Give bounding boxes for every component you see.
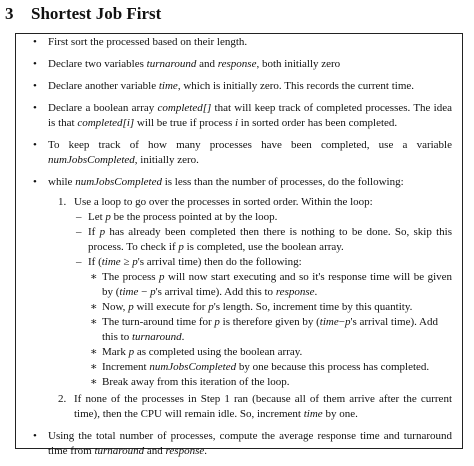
variable-name: time: [158, 80, 178, 92]
star-mark: ∗: [90, 346, 98, 358]
step-number: 1.: [58, 196, 67, 208]
star-mark: ∗: [90, 271, 98, 283]
item-text: First sort the processed based on their length.: [48, 36, 248, 48]
variable-name: p: [159, 271, 165, 283]
dash-item: [74, 210, 452, 225]
item-text: by one because this process has completed.: [236, 361, 430, 373]
bullet-mark: •: [33, 36, 37, 48]
star-item: [88, 315, 452, 345]
star-item: [88, 345, 452, 360]
variable-name: p: [128, 346, 135, 358]
item-text: .: [314, 286, 318, 298]
step-item: [48, 392, 452, 422]
item-text: , both initially zero: [256, 58, 341, 70]
item-text: , which is initially zero. This records the current time.: [177, 80, 415, 92]
variable-name: p: [105, 211, 111, 223]
list-item: [24, 175, 452, 422]
item-text: If none of the processes in Step 1 ran (because all of them arrive after the current time), then the CPU will remain idle. So, increment: [74, 393, 452, 420]
list-item: [24, 79, 452, 94]
dash-mark: –: [76, 256, 82, 268]
item-text: is therefore given by (: [219, 316, 320, 328]
item-text: Declare another variable: [48, 80, 159, 92]
item-text: Now,: [102, 301, 129, 313]
star-mark: ∗: [90, 376, 98, 388]
step-item: [48, 195, 452, 390]
bullet-mark: •: [33, 430, 37, 442]
item-text: will now start executing and so it's response time will be given by (: [102, 271, 453, 298]
dash-mark: –: [76, 226, 82, 238]
item-text: be the process pointed at by the loop.: [110, 211, 278, 223]
item-text: 's arrival time). Add this to: [102, 316, 438, 343]
section-title: Shortest Job First: [31, 4, 162, 23]
variable-name: numJobsCompleted: [149, 361, 237, 373]
item-text: will execute for: [133, 301, 209, 313]
dash-item: [74, 255, 452, 390]
variable-name: time: [101, 256, 121, 268]
variable-name: response: [275, 286, 315, 298]
section-heading: [5, 3, 161, 25]
item-text: The process: [102, 271, 160, 283]
list-item: [24, 35, 452, 50]
variable-name: time: [119, 286, 139, 298]
star-item: [88, 360, 452, 375]
dash-item: [74, 225, 452, 255]
item-text: by one.: [322, 408, 358, 420]
variable-name: response: [165, 445, 205, 457]
item-text: −: [138, 286, 151, 298]
variable-name: p: [99, 226, 106, 238]
item-text: in sorted order has been completed.: [238, 117, 398, 129]
variable-name: p: [178, 241, 184, 253]
item-text: Declare a boolean array: [48, 102, 158, 114]
algorithm-content: [24, 35, 452, 466]
item-text: is less than the number of processes, do the following:: [161, 176, 404, 188]
variable-name: turnaround: [146, 58, 197, 70]
variable-name: completed[i]: [77, 117, 135, 129]
star-mark: ∗: [90, 361, 98, 373]
item-text: as completed using the boolean array.: [134, 346, 303, 358]
variable-name: i: [234, 117, 239, 129]
variable-name: p: [132, 256, 138, 268]
step-list: [48, 195, 452, 422]
item-text: has already been completed then there is nothing to be done. So, skip this process. To check if: [88, 226, 453, 253]
variable-name: p: [344, 316, 351, 328]
item-text: −: [338, 316, 345, 328]
dash-mark: –: [76, 211, 82, 223]
variable-name: p: [208, 301, 214, 313]
item-text: .: [181, 331, 185, 343]
variable-name: numJobsCompleted: [48, 154, 135, 166]
item-text: If: [88, 226, 100, 238]
item-text: 's arrival time). Add this to: [155, 286, 276, 298]
item-text: Use a loop to go over the processes in sorted order. Within the loop:: [74, 196, 373, 208]
variable-name: time: [303, 408, 323, 420]
bullet-mark: •: [33, 176, 37, 188]
variable-name: p: [214, 316, 220, 328]
bullet-mark: •: [33, 58, 37, 70]
step-number: 2.: [58, 393, 67, 405]
bullet-mark: •: [33, 80, 37, 92]
item-text: Let: [88, 211, 106, 223]
variable-name: p: [128, 301, 134, 313]
star-list: [88, 270, 452, 390]
section-number: 3: [5, 4, 14, 23]
variable-name: turnaround: [94, 445, 145, 457]
item-text: , initially zero.: [134, 154, 199, 166]
item-text: Declare two variables: [48, 58, 147, 70]
list-item: [24, 429, 452, 459]
star-mark: ∗: [90, 301, 98, 313]
item-text: Mark: [102, 346, 129, 358]
variable-name: response: [217, 58, 257, 70]
item-text: 's length. So, increment time by this quantity.: [213, 301, 413, 313]
variable-name: turnaround: [131, 331, 182, 343]
star-item: [88, 300, 452, 315]
item-text: will be true if process: [134, 117, 235, 129]
item-text: Using the total number of processes, compute the average response time and turnaround time from: [48, 430, 452, 457]
item-text: Break away from this iteration of the loop.: [102, 376, 290, 388]
list-item: [24, 57, 452, 72]
item-text: 's arrival time) then do the following:: [137, 256, 302, 268]
item-text: If (: [88, 256, 102, 268]
item-text: Increment: [102, 361, 150, 373]
star-item: [88, 375, 452, 390]
dash-list: [74, 210, 452, 390]
item-text: To keep track of how many processes have been completed, use a variable: [48, 139, 452, 151]
star-mark: ∗: [90, 316, 98, 328]
item-text: The turn-around time for: [102, 316, 215, 328]
item-text: and: [144, 445, 166, 457]
bullet-mark: •: [33, 139, 37, 151]
item-text: while: [48, 176, 76, 188]
item-text: that will keep track of completed processes. The idea is that: [48, 102, 452, 129]
bullet-list: [24, 35, 452, 459]
variable-name: p: [150, 286, 156, 298]
variable-name: numJobsCompleted: [75, 176, 162, 188]
list-item: [24, 138, 452, 168]
bullet-mark: •: [33, 102, 37, 114]
variable-name: time: [319, 316, 339, 328]
item-text: ≥: [120, 256, 133, 268]
variable-name: completed[]: [157, 102, 212, 114]
star-item: [88, 270, 452, 300]
list-item: [24, 101, 452, 131]
item-text: is completed, use the boolean array.: [183, 241, 344, 253]
item-text: .: [204, 445, 207, 457]
item-text: and: [196, 58, 218, 70]
